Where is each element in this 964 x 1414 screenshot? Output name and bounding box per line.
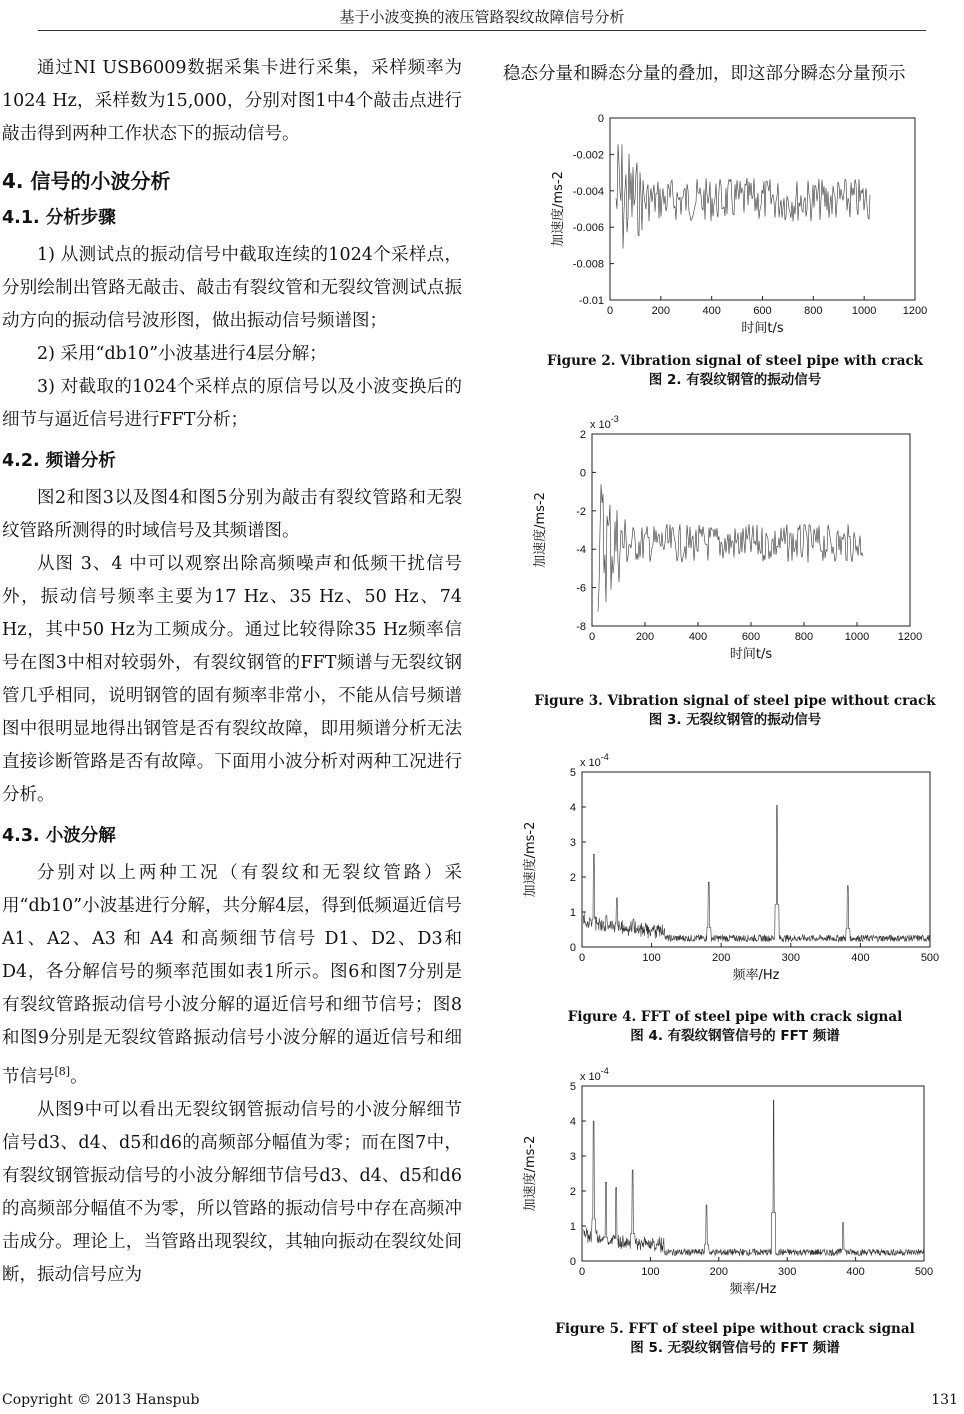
y-tick-label: -0.01	[578, 295, 604, 307]
y-tick-label: -2	[576, 505, 586, 518]
plot-frame	[592, 434, 910, 626]
x-axis-label: 时间t/s	[741, 321, 784, 336]
y-tick-label: -6	[576, 582, 586, 595]
figure-3	[520, 410, 950, 680]
footer-copyright: Copyright © 2013 Hanspub	[2, 1392, 200, 1408]
y-tick-label: 3	[569, 1151, 576, 1163]
section-4-2-heading: 4.2. 频谱分析	[2, 451, 116, 471]
x-tick-label: 0	[578, 952, 586, 964]
x-tick-label: 600	[741, 631, 761, 643]
left-column	[2, 52, 462, 1292]
step-3: 3) 对截取的1024个采样点的原信号以及小波变换后的细节与逼近信号进行FFT分析；	[2, 377, 462, 430]
x-tick-label: 100	[641, 1266, 660, 1278]
section-4-heading: 4. 信号的小波分析	[2, 169, 171, 193]
x-tick-label: 1200	[902, 305, 928, 317]
figure-5	[520, 1066, 950, 1306]
x-tick-label: 500	[914, 1266, 934, 1278]
x-tick-label: 800	[804, 305, 823, 317]
y-tick-label: -0.008	[572, 258, 604, 271]
y-tick-label: -0.004	[572, 185, 604, 198]
citation-ref: [8]	[54, 1065, 71, 1078]
x-tick-label: 400	[846, 1266, 865, 1278]
intro-paragraph: 通过NI USB6009数据采集卡进行采集，采样频率为1024 Hz，采样数为15,000，分别对图1中4个敲击点进行敲击得到两种工作状态下的振动信号。	[2, 58, 462, 144]
y-tick-label: 4	[569, 1116, 576, 1128]
axis-exponent: x $10^{-3}$	[590, 414, 619, 431]
y-axis-label: 加速度/ms-2	[523, 821, 538, 898]
x-tick-label: 0	[578, 1266, 586, 1278]
x-tick-label: 800	[794, 631, 814, 643]
y-tick-label: 2	[569, 872, 576, 884]
signal-trace	[583, 805, 929, 941]
header-divider	[38, 30, 926, 31]
axis-exponent: x $10^{-4}$	[580, 752, 609, 769]
spectrum-paragraph-2: 从图 3、4 中可以观察出除高频噪声和低频干扰信号外，振动信号频率主要为17 Hz、35 Hz、50 Hz、74 Hz，其中50 Hz为工频成分。通过比较得除35 Hz频率信号在图3中相对较弱外，有裂纹钢管的FFT频谱与无裂纹钢管几乎相同，说明钢管的固有频率非常小，不能从信号频谱图中很明显地得出钢管是否有裂纹故障，即用频谱分析无法直接诊断管路是否有故障。下面用小波分析对两种工况进行分析。	[2, 554, 462, 805]
x-tick-label: 400	[851, 952, 870, 964]
x-tick-label: 300	[781, 952, 800, 964]
signal-trace	[616, 144, 870, 248]
x-tick-label: 0	[606, 305, 614, 317]
figure-2-caption: Figure 2. Vibration signal of steel pipe with crack 图 2. 有裂纹钢管的振动信号	[546, 353, 924, 388]
figure-4-caption: Figure 4. FFT of steel pipe with crack signal 图 4. 有裂纹钢管信号的 FFT 频谱	[567, 1009, 903, 1044]
x-tick-label: 0	[588, 631, 596, 643]
y-tick-label: 5	[569, 1081, 576, 1093]
x-tick-label: 200	[709, 1266, 728, 1278]
x-axis-label: 频率/Hz	[732, 968, 780, 983]
footer-page-number: 131	[931, 1392, 958, 1408]
axis-exponent: x $10^{-4}$	[580, 1066, 609, 1083]
x-tick-label: 200	[712, 952, 731, 964]
y-tick-label: 0	[569, 942, 576, 954]
right-column-top-text: 稳态分量和瞬态分量的叠加，即这部分瞬态分量预示	[503, 64, 906, 84]
y-tick-label: -8	[576, 621, 586, 633]
x-tick-label: 1000	[844, 631, 870, 643]
spectrum-paragraph-1: 图2和图3以及图4和图5分别为敲击有裂纹管路和无裂纹管路所测得的时域信号及其频谱图。	[2, 488, 462, 541]
y-tick-label: -4	[576, 544, 586, 557]
x-axis-label: 频率/Hz	[729, 1282, 777, 1297]
x-tick-label: 1200	[897, 631, 923, 643]
section-4-1-heading: 4.1. 分析步骤	[2, 208, 116, 228]
x-tick-label: 200	[651, 305, 671, 317]
y-tick-label: 3	[569, 837, 576, 849]
running-header: 基于小波变换的液压管路裂纹故障信号分析	[339, 8, 625, 26]
y-tick-label: 2	[569, 1186, 576, 1198]
y-tick-label: 0	[569, 1256, 576, 1268]
y-axis-label: 加速度/ms-2	[551, 171, 566, 247]
x-tick-label: 400	[702, 305, 721, 317]
signal-trace	[583, 1100, 923, 1256]
y-axis-label: 加速度/ms-2	[533, 492, 548, 568]
y-tick-label: 1	[569, 907, 576, 919]
y-tick-label: 4	[569, 802, 576, 814]
figure-3-caption: Figure 3. Vibration signal of steel pipe without crack 图 3. 无裂纹钢管的振动信号	[534, 693, 936, 728]
y-tick-label: 2	[579, 429, 586, 441]
y-axis-label: 加速度/ms-2	[523, 1135, 538, 1212]
decomposition-paragraph-1: 分别对以上两种工况（有裂纹和无裂纹管路）采用“db10”小波基进行分解，共分解4层，得到低频逼近信号 A1、A2、A3 和 A4 和高频细节信号 D1、D2、D3和D4，各分解信号的频率范围如表1所示。图6和图7分别是有裂纹管路振动信号小波分解的逼近信号和细节信号；图8和图9分别是无裂纹管路振动信号小波分解的逼近信号和细节信号[8]。	[2, 863, 462, 1087]
x-tick-label: 400	[688, 631, 708, 643]
figure-2	[520, 100, 950, 340]
x-tick-label: 500	[920, 952, 940, 964]
y-tick-label: 1	[569, 1221, 576, 1233]
y-tick-label: 0	[597, 113, 604, 125]
signal-trace	[598, 484, 863, 612]
x-tick-label: 300	[778, 1266, 797, 1278]
step-2: 2) 采用“db10”小波基进行4层分解；	[37, 344, 327, 364]
y-tick-label: 5	[569, 767, 576, 779]
y-tick-label: 0	[579, 467, 586, 480]
x-tick-label: 1000	[851, 305, 877, 317]
figure-5-caption: Figure 5. FFT of steel pipe without crack signal 图 5. 无裂纹钢管信号的 FFT 频谱	[555, 1321, 915, 1356]
x-tick-label: 600	[753, 305, 772, 317]
x-tick-label: 200	[635, 631, 655, 643]
y-tick-label: -0.002	[572, 149, 604, 162]
y-tick-label: -0.006	[572, 222, 604, 235]
x-tick-label: 100	[642, 952, 661, 964]
section-4-3-heading: 4.3. 小波分解	[2, 826, 116, 846]
figure-4	[520, 752, 950, 992]
step-1: 1) 从测试点的振动信号中截取连续的1024个采样点，分别绘制出管路无敲击、敲击有裂纹管和无裂纹管测试点振动方向的振动信号波形图，做出振动信号频谱图；	[2, 245, 462, 331]
decomposition-paragraph-2: 从图9中可以看出无裂纹钢管振动信号的小波分解细节信号d3、d4、d5和d6的高频部分幅值为零；而在图7中，有裂纹钢管振动信号的小波分解细节信号d3、d4、d5和d6的高频部分幅值不为零，所以管路的振动信号中存在高频冲击成分。理论上，当管路出现裂纹，其轴向振动在裂纹处间断，振动信号应为	[2, 1099, 462, 1285]
x-axis-label: 时间t/s	[729, 647, 773, 662]
